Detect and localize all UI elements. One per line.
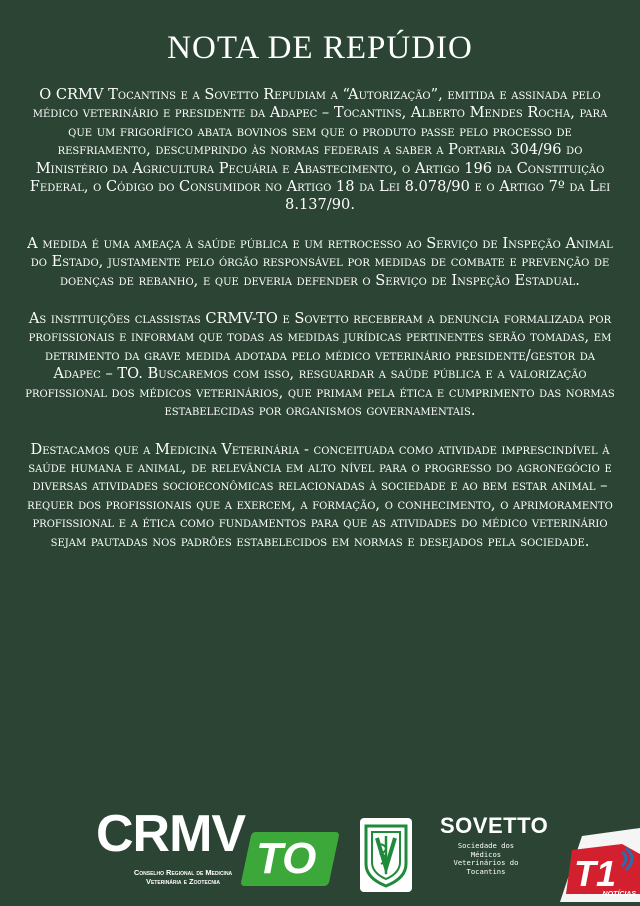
sovetto-logo-name: SOVETTO <box>440 813 549 838</box>
crmv-logo-subtitle-line: Veterinária e Zootecnia <box>145 877 221 886</box>
sovetto-logo-subtitle-line: Tocantins <box>466 866 506 876</box>
sovetto-logo-subtitle <box>440 842 532 876</box>
svg-text:T1: T1 <box>574 853 617 894</box>
crmv-logo-word: CRMV <box>96 805 246 863</box>
veterinary-emblem-icon <box>360 818 412 892</box>
page-title: NOTA DE REPÚDIO <box>167 30 473 66</box>
sovetto-logo <box>440 813 549 876</box>
paragraph: As instituições classistas CRMV-TO e Sovetto receberam a denuncia formalizada por profissionais e informam que todas as medidas jurídicas pertinentes serão tomadas, em detrimento da grave medida adotada pelo médico veterinário presidente/gestor da Adapec – TO. Buscaremos com isso, resguardar a saúde pública e a valorização profissional dos médicos veterinários, que primam pela ética e cumprimento das normas estabelecidas por organismos governamentais. <box>25 310 615 420</box>
paragraph: A medida é uma ameaça à saúde pública e um retrocesso ao Serviço de Inspeção Animal do Estado, justamente pelo órgão responsável por medidas de combate e prevenção de doenças de rebanho, e que deveria defender o Serviço de Inspeção Estadual. <box>27 234 613 289</box>
sovetto-logo-subtitle-line: Médicos <box>470 849 502 859</box>
crmv-logo-badge-text: TO <box>256 834 317 883</box>
footer-logos <box>0 802 640 905</box>
t1-noticias-logo <box>552 824 640 902</box>
paragraph: Destacamos que a Medicina Veterinária - conceituada como atividade imprescindível à saúde humana e animal, de relevância em alto nível para o progresso do agronegócio e diversas atividades socioeconômicas relacionadas à sociedade e ao bem estar animal – requer dos profissionais que a exercem, a formação, o conhecimento, o aprimoramento profissional e a ética como fundamentos para que as atividades do médico veterinário sejam pautadas nos padrões estabelecidos em normas e desejados pela sociedade. <box>27 440 613 550</box>
crmv-logo <box>96 806 332 896</box>
sovetto-logo-subtitle-line: Veterinários do <box>453 858 519 868</box>
t1-logo-label: NOTÍCIAS <box>602 891 636 898</box>
sovetto-logo-subtitle-line: Sociedade dos <box>457 841 515 850</box>
document-body <box>22 86 618 571</box>
crmv-logo-subtitle <box>108 868 258 886</box>
crmv-logo-subtitle-line: Conselho Regional de Medicina <box>133 868 233 877</box>
paragraph: O CRMV Tocantins e a Sovetto Repudiam a “Autorização”, emitida e assinada pelo médico veterinário e presidente da Adapec – Tocantins, Alberto Mendes Rocha, para que um frigorífico abata bovinos sem que o produto passe pelo processo de resfriamento, descumprindo às normas federais a saber a Portaria 304/96 do Ministério da Agricultura Pecuária e Abastecimento, o Artigo 196 da Constituição Federal, o Código do Consumidor no Artigo 18 da Lei 8.078/90 e o Artigo 7º da Lei 8.137/90. <box>29 86 611 214</box>
